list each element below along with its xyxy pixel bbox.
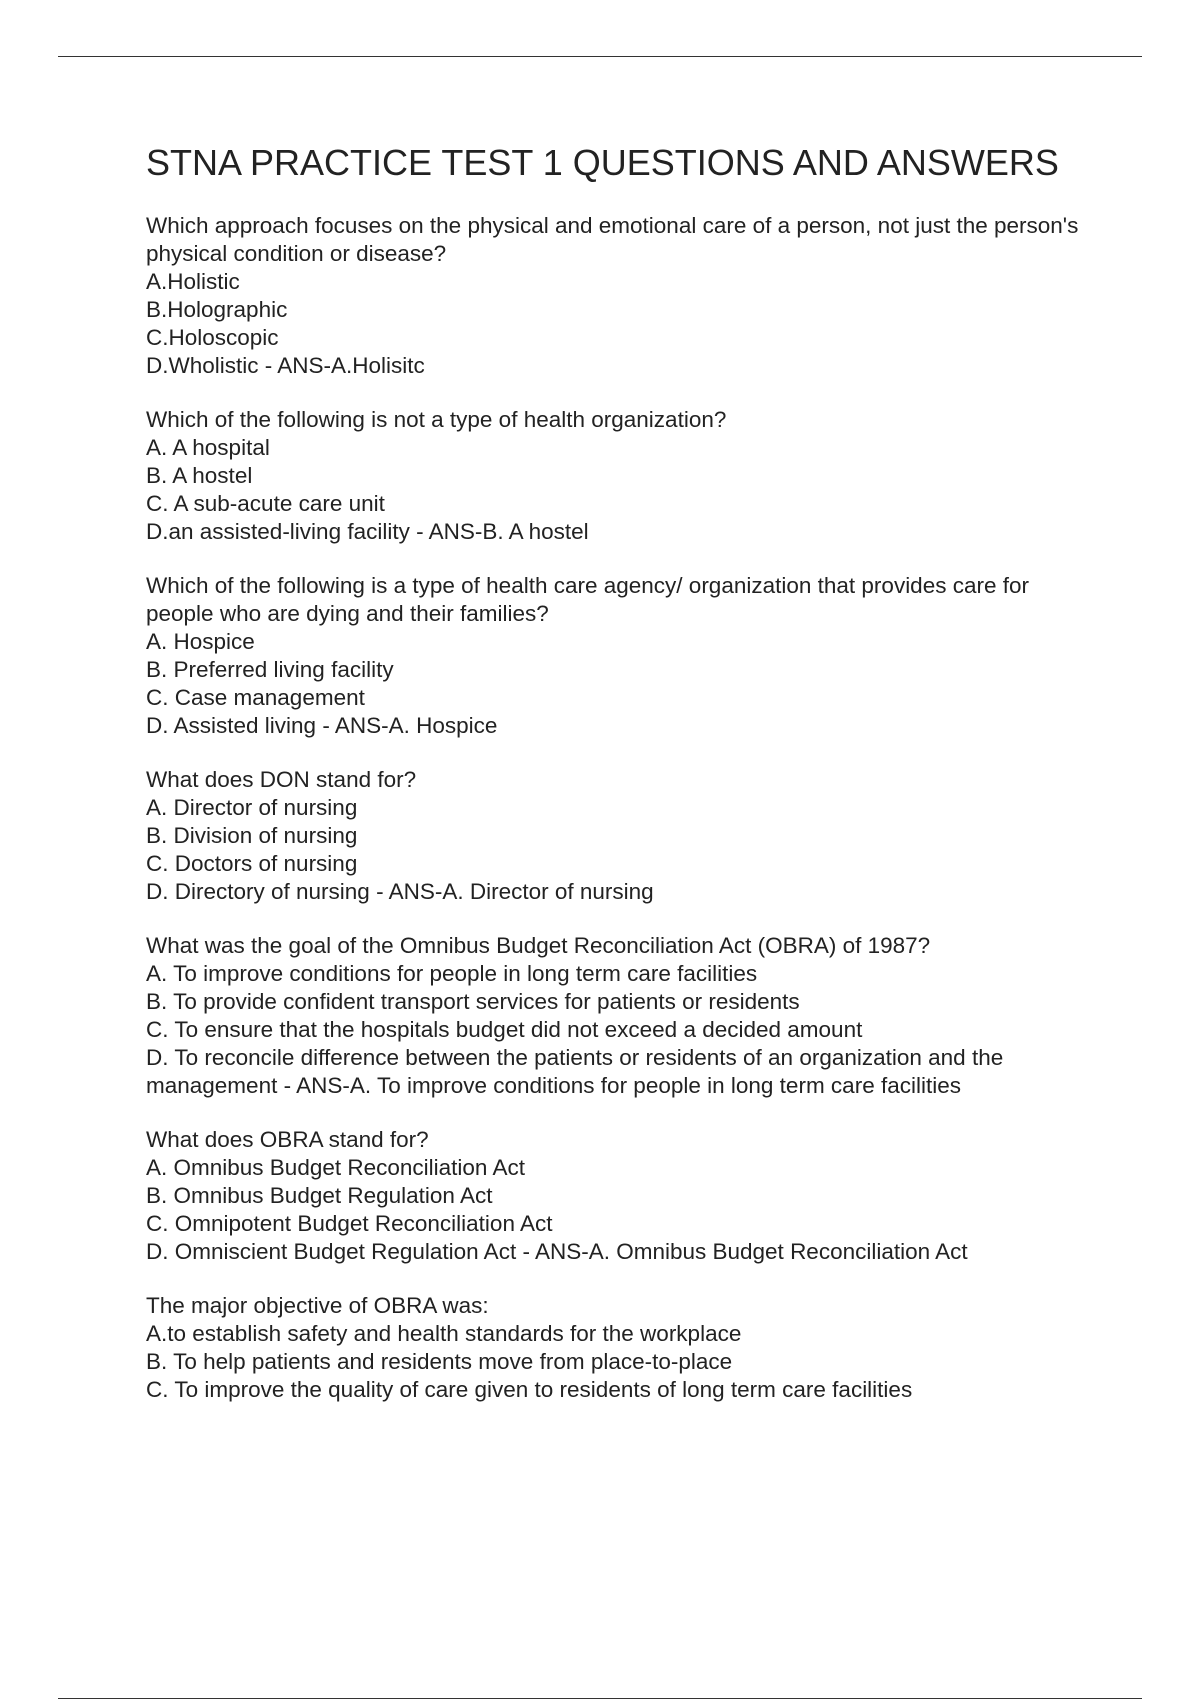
answer-option: B. To help patients and residents move from place-to-place (146, 1349, 733, 1374)
question-stem: What does DON stand for? (146, 767, 417, 792)
answer-option: C.Holoscopic (146, 325, 279, 350)
answer-option: B.Holographic (146, 297, 288, 322)
header-rule (58, 56, 1142, 57)
answer-option: D.Wholistic - ANS-A.Holisitc (146, 353, 425, 378)
question-block (146, 766, 1086, 906)
question-block (146, 1126, 1086, 1266)
question-block (146, 212, 1086, 380)
question-stem: Which of the following is not a type of health organization? (146, 407, 727, 432)
answer-option: A.Holistic (146, 269, 240, 294)
answer-option: A. To improve conditions for people in long term care facilities (146, 961, 758, 986)
answer-option: A. A hospital (146, 435, 270, 460)
footer-rule (58, 1698, 1142, 1699)
question-stem: The major objective of OBRA was: (146, 1293, 489, 1318)
answer-option: C. Doctors of nursing (146, 851, 358, 876)
question-block (146, 932, 1086, 1100)
answer-option: C. A sub-acute care unit (146, 491, 385, 516)
answer-option: C. Case management (146, 685, 365, 710)
answer-option: D. Omniscient Budget Regulation Act - ANS-A. Omnibus Budget Reconciliation Act (146, 1239, 968, 1264)
answer-option: A.to establish safety and health standards for the workplace (146, 1321, 742, 1346)
question-stem: Which approach focuses on the physical and emotional care of a person, not just the person's physical condition or disease? (146, 213, 1079, 266)
answer-option: A. Omnibus Budget Reconciliation Act (146, 1155, 525, 1180)
question-stem: What was the goal of the Omnibus Budget Reconciliation Act (OBRA) of 1987? (146, 933, 931, 958)
question-stem: What does OBRA stand for? (146, 1127, 429, 1152)
question-block (146, 572, 1086, 740)
answer-option: C. To improve the quality of care given to residents of long term care facilities (146, 1377, 913, 1402)
document-title: STNA PRACTICE TEST 1 QUESTIONS AND ANSWERS (146, 142, 1059, 183)
answer-option: B. Preferred living facility (146, 657, 394, 682)
answer-option: C. To ensure that the hospitals budget did not exceed a decided amount (146, 1017, 863, 1042)
question-block (146, 406, 1086, 546)
answer-option: D. Directory of nursing - ANS-A. Director of nursing (146, 879, 654, 904)
answer-option: D. To reconcile difference between the patients or residents of an organization and the management - ANS-A. To improve conditions for people in long term care facilities (146, 1045, 1004, 1098)
question-block (146, 1292, 1086, 1404)
answer-option: C. Omnipotent Budget Reconciliation Act (146, 1211, 553, 1236)
question-stem: Which of the following is a type of health care agency/ organization that provides care for people who are dying and their families? (146, 573, 1029, 626)
answer-option: A. Director of nursing (146, 795, 358, 820)
answer-option: B. Division of nursing (146, 823, 358, 848)
answer-option: D. Assisted living - ANS-A. Hospice (146, 713, 498, 738)
answer-option: B. Omnibus Budget Regulation Act (146, 1183, 493, 1208)
document-body (146, 140, 1086, 1430)
answer-option: D.an assisted-living facility - ANS-B. A hostel (146, 519, 589, 544)
answer-option: B. A hostel (146, 463, 253, 488)
answer-option: B. To provide confident transport services for patients or residents (146, 989, 800, 1014)
answer-option: A. Hospice (146, 629, 255, 654)
